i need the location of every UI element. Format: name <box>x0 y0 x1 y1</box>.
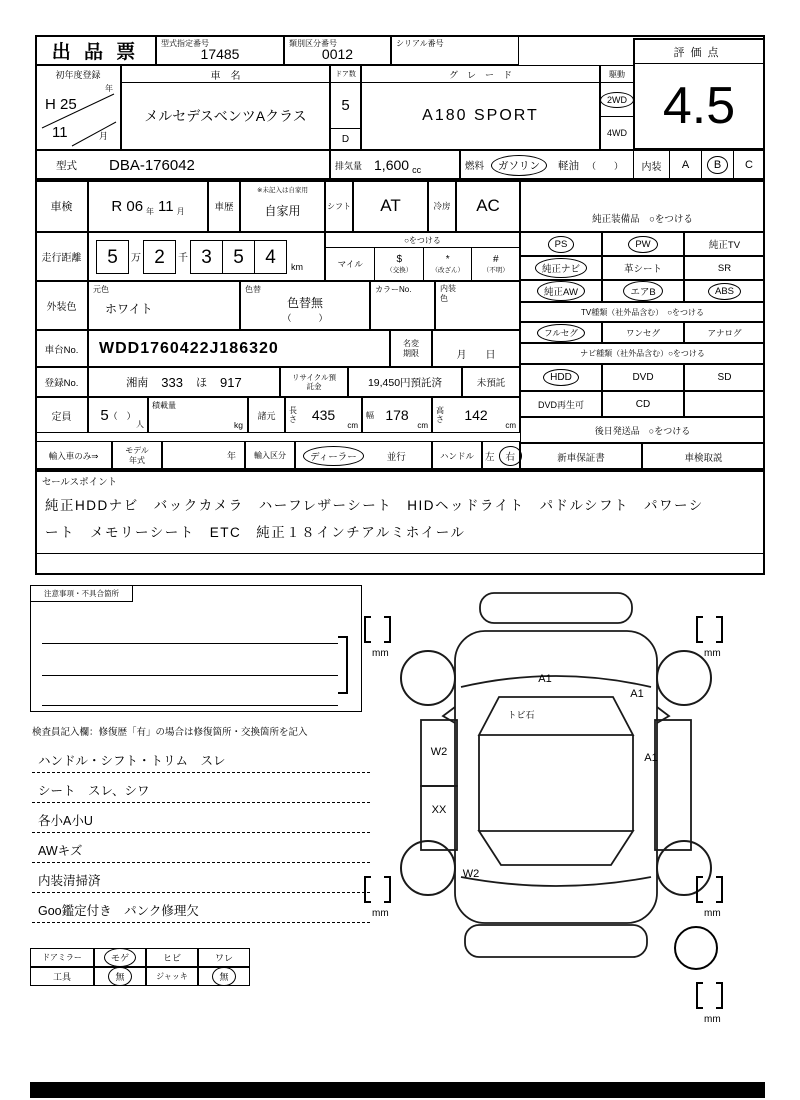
drive-4wd: 4WD <box>607 127 627 138</box>
meihen-cell <box>390 330 432 367</box>
interior-b-selected: B <box>713 159 722 171</box>
regno-value-cell <box>88 367 280 397</box>
capacity-label: 定員 <box>35 397 88 433</box>
mileage-mile-option: マイル <box>337 259 363 269</box>
inspector-line-1: ハンドル・シフト・トリム スレ <box>32 744 370 773</box>
vin-value: WDD1760422J186320 <box>88 330 390 367</box>
mileage-unknown-option <box>471 248 519 280</box>
unknown-text: （不明） <box>482 267 509 274</box>
shaken-month: 11 <box>158 197 174 215</box>
displacement-value: 1,600 <box>374 157 410 173</box>
tv-fullseg-selected: フルセグ <box>544 327 578 338</box>
later-shipping-header: 後日発送品 ○をつける <box>520 417 765 443</box>
mileage-value-cell <box>88 232 325 281</box>
vin-label: 車台No. <box>35 330 88 367</box>
capacity-value-cell <box>88 397 148 433</box>
shift-value: AT <box>353 180 428 232</box>
notes-line-2 <box>42 675 338 676</box>
tamper-text: （改ざん） <box>431 267 464 274</box>
shaken-value-cell <box>88 180 208 232</box>
equip-leather: 革シート <box>602 256 684 280</box>
import-only-label: 輸入車のみ⇒ <box>35 441 112 470</box>
right-door-panel <box>655 720 691 850</box>
color-change-label: 色替 <box>245 285 261 294</box>
original-color-cell <box>88 281 240 330</box>
recycle-label: リサイクル預託金 <box>292 372 336 391</box>
first-registration-cell <box>35 65 121 150</box>
regno-label: 登録No. <box>35 367 88 397</box>
tread-bracket-rear-left <box>364 876 391 903</box>
import-type-options <box>295 441 432 470</box>
navi-type-header: ナビ種類（社外品含む）○をつける <box>520 343 765 364</box>
tread-bracket-rear-right <box>696 876 723 903</box>
import-parallel: 並行 <box>386 451 406 463</box>
damage-a1-fender: A1 <box>630 688 644 700</box>
color-change-paren: （ ） <box>282 313 328 323</box>
windshield <box>479 697 633 735</box>
media-blank-cell <box>684 391 765 417</box>
displacement-cell <box>330 150 460 180</box>
dvd-playable: DVD再生可 <box>520 391 602 417</box>
equip-abs-selected: ABS <box>714 285 734 297</box>
shaken-year-unit: 年 <box>146 207 155 216</box>
tread-bracket-front-right <box>696 616 723 643</box>
navi-dvd: DVD <box>602 364 684 391</box>
shaken-label: 車検 <box>35 180 88 232</box>
model-designation-cell <box>156 35 284 65</box>
car-body <box>455 631 657 923</box>
mileage-unit: km <box>291 262 303 272</box>
handle-label: ハンドル <box>432 441 482 470</box>
interior-label: 内装 <box>641 161 662 173</box>
grade-label: グ レ ー ド <box>362 66 599 83</box>
doors-sub: D <box>341 133 350 145</box>
handle-options <box>482 441 520 470</box>
mileage-tamper-option <box>423 248 472 280</box>
model-code-cell <box>35 150 330 180</box>
tv-analog: アナログ <box>684 322 765 343</box>
jack-none-selected: 無 <box>219 972 229 982</box>
cooling-label: 冷房 <box>428 180 456 232</box>
meihen-month: 月 <box>456 350 467 361</box>
height-label: 高さ <box>436 406 444 425</box>
notes-line-3 <box>42 705 338 706</box>
grade-cell <box>361 65 600 150</box>
jack-label: ジャッキ <box>146 967 198 986</box>
fuel-diesel: 軽油 <box>558 159 580 172</box>
inspector-line-4: AWキズ <box>32 834 370 863</box>
recycle-label-cell <box>280 367 348 397</box>
bottom-bar <box>30 1082 765 1098</box>
mileage-mark-cell <box>325 232 520 281</box>
rear-bumper <box>465 925 647 957</box>
interior-grade-cell <box>633 150 765 180</box>
doors-label: ドア数 <box>331 66 360 83</box>
tread-bracket-spare <box>696 982 723 1009</box>
equip-tv: 純正TV <box>684 232 765 256</box>
new-car-warranty: 新車保証書 <box>520 443 642 470</box>
displacement-unit: cc <box>412 165 422 175</box>
tools-label: 工具 <box>30 967 94 986</box>
load-unit: kg <box>234 420 243 430</box>
shift-label: シフト <box>325 180 353 232</box>
regno-kana: ほ <box>196 377 207 389</box>
capacity-value: 5 <box>100 406 109 424</box>
model-year-label-cell <box>112 441 162 470</box>
score-label: 評価点 <box>635 40 763 64</box>
regno-area: 湘南 <box>126 377 149 389</box>
handle-right-selected: 右 <box>504 449 518 463</box>
serial-number-cell <box>391 35 519 65</box>
reg-month: 11 <box>52 124 68 141</box>
equip-sr: SR <box>684 256 765 280</box>
mirror-hibi: ヒビ <box>146 948 198 967</box>
spec-label: 諸元 <box>248 397 285 433</box>
mileage-digit-2: 2 <box>143 240 176 274</box>
mm-label-rear-left: mm <box>372 908 389 919</box>
history-label: 車歴 <box>208 180 240 232</box>
damage-stone-chip: トビ石 <box>507 710 535 720</box>
serial-number-label: シリアル番号 <box>396 39 444 48</box>
front-bumper <box>480 593 632 623</box>
tread-bracket-front-left <box>364 616 391 643</box>
color-change-cell <box>240 281 370 330</box>
exchange-text: （交換） <box>386 267 413 274</box>
sheet-title: 出 品 票 <box>35 35 156 65</box>
sales-point-line1: 純正HDDナビ バックカメラ ハーフレザーシート HIDヘッドライト パドルシフト パワーシ <box>45 498 704 513</box>
door-mirror-label: ドアミラー <box>30 948 94 967</box>
mileage-label: 走行距離 <box>35 232 88 281</box>
unknown-symbol: # <box>492 254 499 265</box>
mm-label-spare: mm <box>704 1014 721 1025</box>
height-cell <box>432 397 520 433</box>
equipment-header: 純正装備品 ○をつける <box>520 180 765 232</box>
interior-color-label: 内装色 <box>440 284 456 303</box>
interior-c: C <box>733 151 764 179</box>
height-value: 142 <box>464 407 488 423</box>
mileage-mark-header: ○をつける <box>326 233 519 248</box>
car-name-value: メルセデスベンツAクラス <box>144 108 307 124</box>
history-value-cell <box>240 180 325 232</box>
mm-label-front-right: mm <box>704 648 721 659</box>
tamper-symbol: * <box>445 254 450 265</box>
model-code-label: 型式 <box>56 159 77 172</box>
class-number-cell <box>284 35 391 65</box>
equip-airbag-selected: エアB <box>628 284 657 298</box>
mm-label-front-left: mm <box>372 648 389 659</box>
capacity-unit: 人 <box>136 420 144 429</box>
mileage-digit-5: 4 <box>254 240 287 274</box>
exchange-symbol: $ <box>396 254 403 265</box>
mileage-digit-3: 3 <box>190 240 223 274</box>
class-number-value: 0012 <box>321 45 354 62</box>
inspector-line-2: シート スレ、シワ <box>32 774 370 803</box>
model-designation-label: 型式指定番号 <box>161 39 209 48</box>
tv-oneseg: ワンセグ <box>602 322 684 343</box>
length-value: 435 <box>311 407 336 423</box>
sales-point-line2: ート メモリーシート ETC 純正１８インチアルミホイール <box>45 525 466 540</box>
damage-a1-side: A1 <box>644 752 658 764</box>
model-year-value-cell: 年 <box>162 441 245 470</box>
history-value: 自家用 <box>264 204 301 218</box>
mirror-ware: ワレ <box>198 948 250 967</box>
mileage-digit-4: 5 <box>222 240 255 274</box>
cooling-value: AC <box>456 180 520 232</box>
exterior-color-label: 外装色 <box>35 281 88 330</box>
meihen-label: 名変期限 <box>403 338 419 358</box>
cd-playable: CD <box>602 391 684 417</box>
rear-left-wheel <box>401 841 455 895</box>
mm-label-rear-right: mm <box>704 908 721 919</box>
spare-tire-circle <box>674 926 718 970</box>
damage-w2-front-door: W2 <box>430 746 448 758</box>
color-change-value: 色替無 <box>286 296 323 310</box>
first-registration-label: 初年度登録 <box>55 70 101 80</box>
model-year-label: モデル年式 <box>125 445 149 465</box>
regno-number: 333 <box>161 374 183 390</box>
trunk-line <box>461 877 651 886</box>
notes-line-1 <box>42 643 338 644</box>
shaken-year: R 06 <box>111 197 144 215</box>
notes-label: 注意事項・不具合箇所 <box>30 585 133 602</box>
inspection-manual: 車検取説 <box>642 443 765 470</box>
score-value: 4.5 <box>662 77 736 135</box>
fuel-label: 燃料 <box>465 161 485 172</box>
inspector-line-3: 各小A小U <box>32 804 370 833</box>
sales-point-label: セールスポイント <box>42 477 118 488</box>
model-designation-value: 17485 <box>200 45 240 62</box>
displacement-label: 排気量 <box>335 160 363 171</box>
score-box <box>633 38 765 150</box>
mileage-man: 万 <box>131 253 141 264</box>
meihen-date-cell <box>432 330 520 367</box>
original-color-value: ホワイト <box>105 302 153 316</box>
hood-line <box>461 676 651 687</box>
damage-xx-rear-door: XX <box>431 804 447 816</box>
navi-sd: SD <box>684 364 765 391</box>
capacity-paren: （ ） <box>108 410 136 421</box>
color-no-label: カラーNo. <box>375 285 412 294</box>
tools-none-selected: 無 <box>115 972 125 982</box>
equip-navi-selected: 純正ナビ <box>540 261 582 275</box>
mileage-sen: 千 <box>178 253 188 264</box>
notes-bracket <box>338 636 348 694</box>
navi-hdd-selected: HDD <box>550 372 572 383</box>
regno-serial: 917 <box>220 374 242 390</box>
registration-slash-lines <box>36 66 120 149</box>
mileage-exchange-option <box>374 248 423 280</box>
equip-ps-selected: PS <box>554 238 568 250</box>
width-value: 178 <box>385 407 409 423</box>
damage-w2-rear: W2 <box>462 868 480 880</box>
notes-box <box>30 585 362 712</box>
import-type-label: 輸入区分 <box>245 441 295 470</box>
reg-month-unit: 月 <box>99 131 109 141</box>
shaken-month-unit: 月 <box>176 207 185 216</box>
handle-left: 左 <box>484 451 495 463</box>
mileage-digit-1: 5 <box>96 240 129 274</box>
width-unit: cm <box>417 421 428 430</box>
history-note: ※未記入は自家用 <box>257 187 308 194</box>
meihen-day: 日 <box>485 350 496 361</box>
model-code-value: DBA-176042 <box>109 156 195 174</box>
reg-era-year: H 25 <box>45 96 77 113</box>
sales-divider <box>35 553 765 554</box>
grade-value: A180 SPORT <box>422 107 539 124</box>
front-left-wheel <box>401 651 455 705</box>
inspector-line-6: Goo鑑定付き パンク修理欠 <box>32 894 370 923</box>
length-unit: cm <box>347 421 358 430</box>
damage-a1-hood: A1 <box>538 673 552 685</box>
inspector-header: 検査員記入欄：修復歴「有」の場合は修復箇所・交換箇所を記入 <box>32 727 308 738</box>
rear-window <box>479 831 633 865</box>
import-dealer-selected: ディーラー <box>308 449 359 463</box>
fuel-gasoline-selected: ガソリン <box>498 159 541 172</box>
fuel-cell <box>460 150 634 180</box>
width-cell <box>362 397 432 433</box>
doors-cell <box>330 65 361 150</box>
interior-a: A <box>669 151 701 179</box>
fuel-paren: （ ） <box>587 160 624 171</box>
width-label: 幅 <box>366 411 374 420</box>
inspector-line-5: 内装清掃済 <box>32 864 370 893</box>
height-unit: cm <box>505 421 516 430</box>
doors-value: 5 <box>331 83 360 129</box>
interior-color-cell <box>435 281 520 330</box>
drive-2wd-selected: 2WD <box>607 94 627 105</box>
equip-aw-selected: 純正AW <box>542 284 580 298</box>
drive-cell <box>600 65 634 150</box>
mirror-moge-selected: モゲ <box>110 953 129 963</box>
tv-type-header: TV種類（社外品含む） ○をつける <box>520 302 765 322</box>
drive-label: 駆動 <box>601 66 633 83</box>
recycle-value: 19,450円預託済 <box>348 367 462 397</box>
class-number-label: 類別区分番号 <box>289 39 337 48</box>
load-label: 積載量 <box>152 401 176 410</box>
length-label: 長さ <box>289 406 297 425</box>
equip-pw-selected: PW <box>635 238 651 250</box>
car-name-cell <box>121 65 330 150</box>
recycle-not-deposited: 未預託 <box>462 367 520 397</box>
color-no-cell <box>370 281 435 330</box>
front-right-wheel <box>657 651 711 705</box>
length-cell <box>285 397 362 433</box>
car-damage-diagram <box>385 585 735 985</box>
car-name-label: 車 名 <box>122 66 329 83</box>
reg-year-unit: 年 <box>105 84 113 93</box>
load-cell <box>148 397 248 433</box>
original-color-label: 元色 <box>93 285 109 294</box>
